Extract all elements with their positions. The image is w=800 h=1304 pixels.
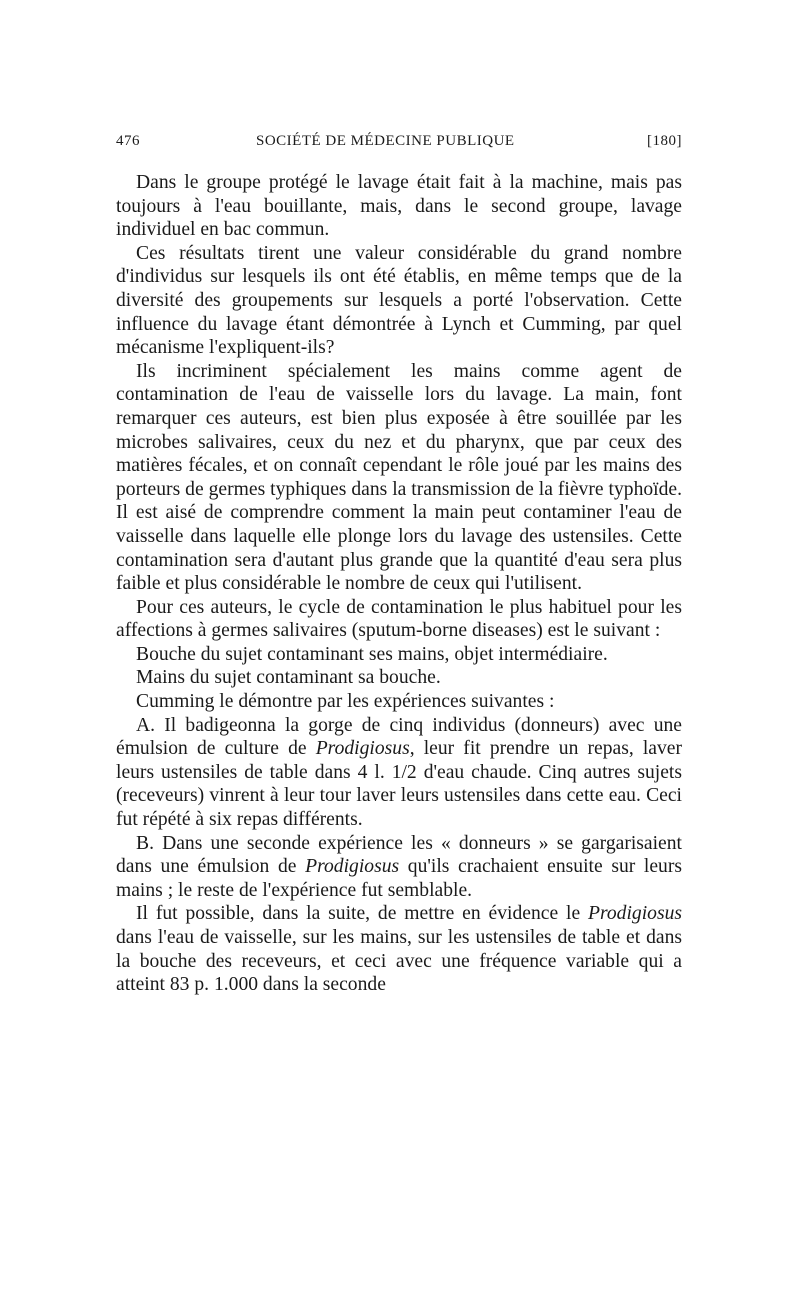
paragraph-6: Mains du sujet contaminant sa bouche. (136, 667, 441, 689)
paragraph-9 (116, 832, 682, 903)
paragraph-4: Pour ces auteurs, le cycle de contamination le plus habituel pour les affections à germes salivaires (sputum-borne diseases) est le suivant : (116, 596, 682, 642)
paragraph-3: Ils incriminent spécialement les mains comme agent de contamination de l'eau de vaisselle lors du lavage. La main, font remarquer ces auteurs, est bien plus exposée à être souillée par les microbes salivaires, ceux du nez et du pharynx, que par ceux des matières fécales, et on connaît cependant le rôle joué par les mains des porteurs de germes typhiques dans la transmission de la fièvre typhoïde. Il est aisé de comprendre comment la main peut contaminer l'eau de vaisselle dans laquelle elle plonge lors du lavage des ustensiles. Cette contamination sera d'autant plus grande que la quantité d'eau sera plus faible et plus considérable le nombre de ceux qui l'utilisent. (116, 360, 682, 595)
paragraph-9-text: B. Dans une seconde expérience les « donneurs » se gargarisaient dans une émulsion de (116, 832, 682, 878)
page-number: 476 (116, 133, 140, 149)
document-page (116, 133, 682, 997)
paragraph-10 (116, 902, 682, 996)
body-text (116, 171, 682, 997)
paragraph-8-text-end: , leur fit prendre un repas, laver leurs ustensiles de table dans 4 l. 1/2 d'eau chaude. Cinq autres sujets (receveurs) vinrent à leur tour laver leurs ustensiles dans cette eau. Ceci fut répété à six repas différents. (116, 738, 682, 831)
italic-term: Prodigiosus (315, 738, 410, 760)
italic-term: Prodigiosus (305, 856, 400, 878)
paragraph-2: Ces résultats tirent une valeur considérable du grand nombre d'individus sur lesquels ils ont été établis, en même temps que de la diversité des groupements sur lesquels a porté l'observation. Cette influence du lavage étant démontrée à Lynch et Cumming, par quel mécanisme l'expliquent-ils? (116, 242, 682, 359)
running-header (116, 133, 682, 159)
paragraph-10-text: Il fut possible, dans la suite, de mettre en évidence le (136, 903, 588, 925)
running-title: SOCIÉTÉ DE MÉDECINE PUBLIQUE (256, 133, 515, 149)
paragraph-8 (116, 714, 682, 832)
paragraph-5: Bouche du sujet contaminant ses mains, objet intermédiaire. (136, 643, 608, 665)
paragraph-10-text-end: dans l'eau de vaisselle, sur les mains, sur les ustensiles de table et dans la bouche des receveurs, et ceci avec une fréquence variable qui a atteint 83 p. 1.000 dans la seconde (116, 927, 682, 996)
paragraph-7: Cumming le démontre par les expériences suivantes : (136, 691, 555, 713)
italic-term: Prodigiosus (588, 903, 682, 925)
paragraph-8-text: A. Il badigeonna la gorge de cinq individus (donneurs) avec une émulsion de culture de (116, 714, 682, 760)
paragraph-1: Dans le groupe protégé le lavage était fait à la machine, mais pas toujours à l'eau bouillante, mais, dans le second groupe, lavage individuel en bac commun. (116, 172, 682, 241)
paragraph-9-text-end: qu'ils crachaient ensuite sur leurs mains ; le reste de l'expérience fut semblable. (116, 856, 683, 901)
folio-number: [180] (647, 133, 682, 149)
